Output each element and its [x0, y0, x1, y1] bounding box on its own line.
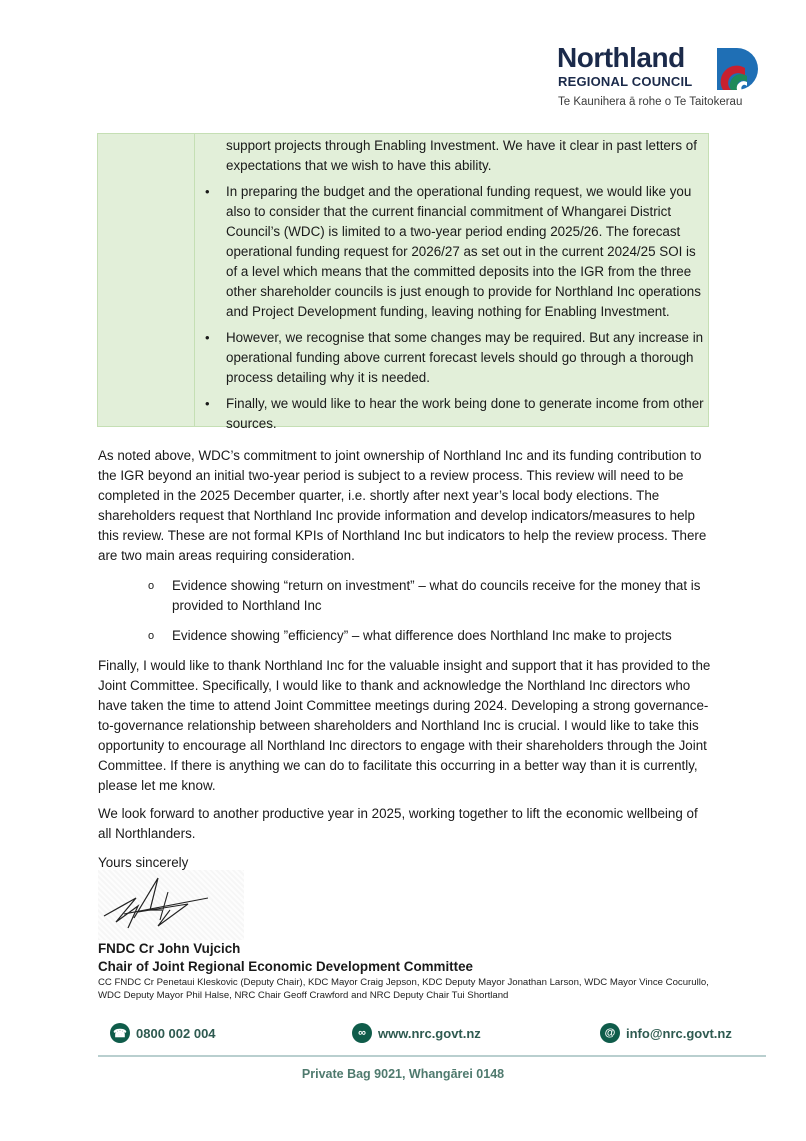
consideration-item: o Evidence showing “return on investment” – what do councils receive for the money that is provided to Northland Inc — [148, 578, 701, 613]
table-bullet-item: • However, we recognise that some changes may be required. But any increase in operational funding above current forecast levels should go through a thorough process detailing why it is needed. — [205, 330, 704, 385]
bullet-icon: • — [205, 330, 210, 345]
nrc-logo-mark-icon — [715, 46, 760, 91]
consideration-item: o Evidence showing ”efficiency” – what difference does Northland Inc make to projects — [148, 626, 718, 646]
table-bullet-list — [205, 182, 706, 434]
bullet-icon: • — [205, 184, 210, 199]
footer-divider — [98, 1055, 766, 1057]
table-bullet-item: • Finally, we would like to hear the work being done to generate income from other sources. — [205, 396, 704, 431]
table-content-cell — [205, 136, 706, 434]
table-column-divider — [194, 134, 195, 426]
postal-address: Private Bag 9021, Whangārei 0148 — [301, 1067, 505, 1081]
closing-paragraph: We look forward to another productive year in 2025, working together to lift the economic wellbeing of all Northlanders. — [98, 806, 698, 841]
signature-scrawl-icon — [98, 870, 244, 940]
table-continuation-text: support projects through Enabling Investment. We have it clear in past letters of expectations that we wish to have this ability. — [226, 138, 697, 173]
footer-email[interactable] — [600, 1022, 732, 1044]
phone-icon: ☎ — [110, 1023, 130, 1043]
phone-number: 0800 002 004 — [136, 1025, 216, 1041]
circle-bullet-icon: o — [148, 580, 155, 592]
thanks-paragraph: Finally, I would like to thank Northland Inc for the valuable insight and support that it has provided to the Joint Committee. Specifically, I would like to thank and acknowledge the Northland Inc directors who have taken the time to attend Joint Committee meetings during 2024. Developing a strong governance-to-governance relationship between shareholders and Northland Inc is crucial. I would like to take this opportunity to encourage all Northland Inc directors to engage with their shareholders through the Joint Committee. If there is anything we can do to facilitate this occurring in a better way than it is currently, please let me know. — [98, 658, 711, 793]
email-link[interactable]: info@nrc.govt.nz — [626, 1025, 732, 1041]
northland-regional-council-logo — [555, 43, 770, 115]
table-bullet-item: • In preparing the budget and the operational funding request, we would like you also to consider that the current financial commitment of Whangarei District Council’s (WDC) is limited to a two-year period ending 2025/26. The forecast operational funding request for 2026/27 as set out in the current 2024/25 SOI is of a level which means that the committed deposits into the IGR from the three other shareholder councils is just enough to provide for Northland Inc operations and Project Development funding, leaving nothing for Enabling Investment. — [205, 184, 701, 319]
bullet-icon: • — [205, 396, 210, 411]
circle-bullet-icon: o — [148, 630, 155, 642]
logo-subtitle: REGIONAL COUNCIL — [558, 74, 693, 89]
signature-image — [98, 870, 244, 940]
signer-name: FNDC Cr John Vujcich — [98, 941, 241, 956]
expectations-table — [97, 133, 709, 431]
logo-tagline: Te Kaunihera ā rohe o Te Taitokerau — [558, 96, 743, 108]
footer-website[interactable] — [352, 1022, 481, 1044]
footer-phone — [110, 1022, 216, 1044]
link-icon: ∞ — [352, 1023, 372, 1043]
logo-name: Northland — [557, 42, 685, 73]
valediction: Yours sincerely — [98, 855, 189, 870]
review-paragraph: As noted above, WDC’s commitment to joint ownership of Northland Inc and its funding contribution to the IGR beyond an initial two-year period is subject to a review process. This review will need to be completed in the 2025 December quarter, i.e. shortly after next year’s local body elections. The shareholders request that Northland Inc provide information and develop indicators/measures to help this review. These are not formal KPIs of Northland Inc but indicators to help the review process. There are two main areas requiring consideration. — [98, 448, 707, 563]
consideration-list — [148, 576, 718, 656]
cc-list: CC FNDC Cr Penetaui Kleskovic (Deputy Chair), KDC Mayor Craig Jepson, KDC Deputy Mayor Jonathan Larson, WDC Mayor Vince Cocurullo, WDC Deputy Mayor Phil Halse, NRC Chair Geoff Crawford and NRC Deputy Chair Tui Shortland — [98, 977, 709, 1001]
signer-title: Chair of Joint Regional Economic Development Committee — [98, 959, 473, 974]
website-link[interactable]: www.nrc.govt.nz — [378, 1025, 481, 1041]
email-icon: @ — [600, 1023, 620, 1043]
